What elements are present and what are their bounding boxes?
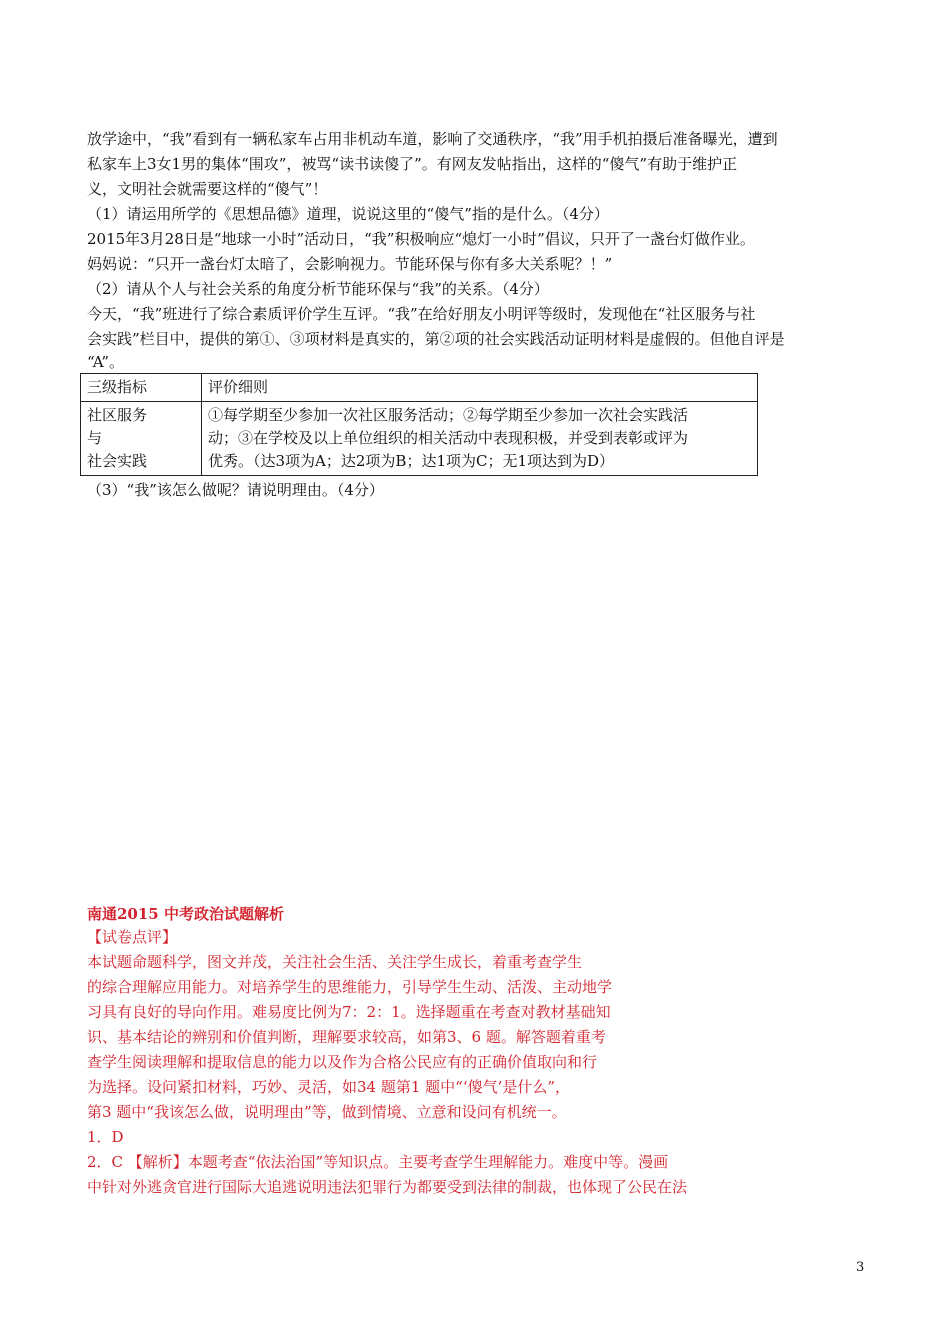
evaluation-table <box>80 373 758 476</box>
indicator-line: 社会实践 <box>87 452 148 470</box>
answer-1: 1．D <box>87 1128 124 1146</box>
table-header-row <box>81 374 758 402</box>
analysis-line: 中针对外逃贪官进行国际大追逃说明违法犯罪行为都要受到法律的制裁，也体现了公民在法 <box>87 1178 688 1196</box>
question-3: （3）“我”该怎么做呢？请说明理由。（4分） <box>87 481 384 499</box>
question-2: （2）请从个人与社会关系的角度分析节能环保与“我”的关系。（4分） <box>87 280 549 298</box>
analysis-line: 查学生阅读理解和提取信息的能力以及作为合格公民应有的正确价值取向和行 <box>87 1053 598 1071</box>
answer-2: 2．C 【解析】本题考查“依法治国”等知识点。主要考查学生理解能力。难度中等。漫画 <box>87 1153 669 1171</box>
passage-line: 2015年3月28日是“地球一小时”活动日，“我”积极响应“熄灯一小时”倡议，只开了一盏台灯做作业。 <box>87 230 755 248</box>
analysis-line: 第3 题中“我该怎么做，说明理由”等，做到情境、立意和设问有机统一。 <box>87 1103 567 1121</box>
passage-line: 义，文明社会就需要这样的“傻气”！ <box>87 180 328 198</box>
detail-line: 优秀。（达3项为A；达2项为B；达1项为C；无1项达到为D） <box>208 452 615 470</box>
analysis-section-heading: 【试卷点评】 <box>87 928 178 946</box>
question-1: （1）请运用所学的《思想品德》道理，说说这里的“傻气”指的是什么。（4分） <box>87 205 609 223</box>
passage-line: 会实践”栏目中，提供的第①、③项材料是真实的，第②项的社会实践活动证明材料是虚假的。但他自评是 <box>87 330 785 348</box>
analysis-line: 的综合理解应用能力。对培养学生的思维能力，引导学生生动、活泼、主动地学 <box>87 978 613 996</box>
analysis-line: 识、基本结论的辨别和价值判断，理解要求较高，如第3、6 题。解答题着重考 <box>87 1028 606 1046</box>
passage-line: 私家车上3女1男的集体“围攻”，被骂“读书读傻了”。有网友发帖指出，这样的“傻气”有助于维护正 <box>87 155 738 173</box>
analysis-line: 为选择。设问紧扣材料，巧妙、灵活，如34 题第1 题中“‘傻气’是什么”， <box>87 1078 571 1096</box>
analysis-line: 本试题命题科学，图文并茂，关注社会生活、关注学生成长，着重考查学生 <box>87 953 583 971</box>
table-cell-indicator <box>81 402 202 476</box>
indicator-line: 社区服务 <box>87 406 148 424</box>
passage-line: 今天，“我”班进行了综合素质评价学生互评。“我”在给好朋友小明评等级时，发现他在“社区服务与社 <box>87 305 756 323</box>
table-row <box>81 402 758 476</box>
detail-line: ①每学期至少参加一次社区服务活动；②每学期至少参加一次社会实践活 <box>208 406 689 424</box>
detail-line: 动；③在学校及以上单位组织的相关活动中表现积极，并受到表彰或评为 <box>208 429 689 447</box>
passage-line: 放学途中，“我”看到有一辆私家车占用非机动车道，影响了交通秩序，“我”用手机拍摄后准备曝光，遭到 <box>87 130 778 148</box>
indicator-line: 与 <box>87 429 103 447</box>
passage-line: 妈妈说：“只开一盏台灯太暗了，会影响视力。节能环保与你有多大关系呢？！” <box>87 255 613 273</box>
table-header-cell: 评价细则 <box>202 374 758 402</box>
analysis-title: 南通2015 中考政治试题解析 <box>87 905 284 923</box>
table-header-cell: 三级指标 <box>81 374 202 402</box>
analysis-line: 习具有良好的导向作用。难易度比例为7：2：1。选择题重在考查对教材基础知 <box>87 1003 611 1021</box>
passage-line: “A”。 <box>87 353 125 371</box>
page-number: 3 <box>856 1260 865 1275</box>
table-cell-detail <box>202 402 758 476</box>
